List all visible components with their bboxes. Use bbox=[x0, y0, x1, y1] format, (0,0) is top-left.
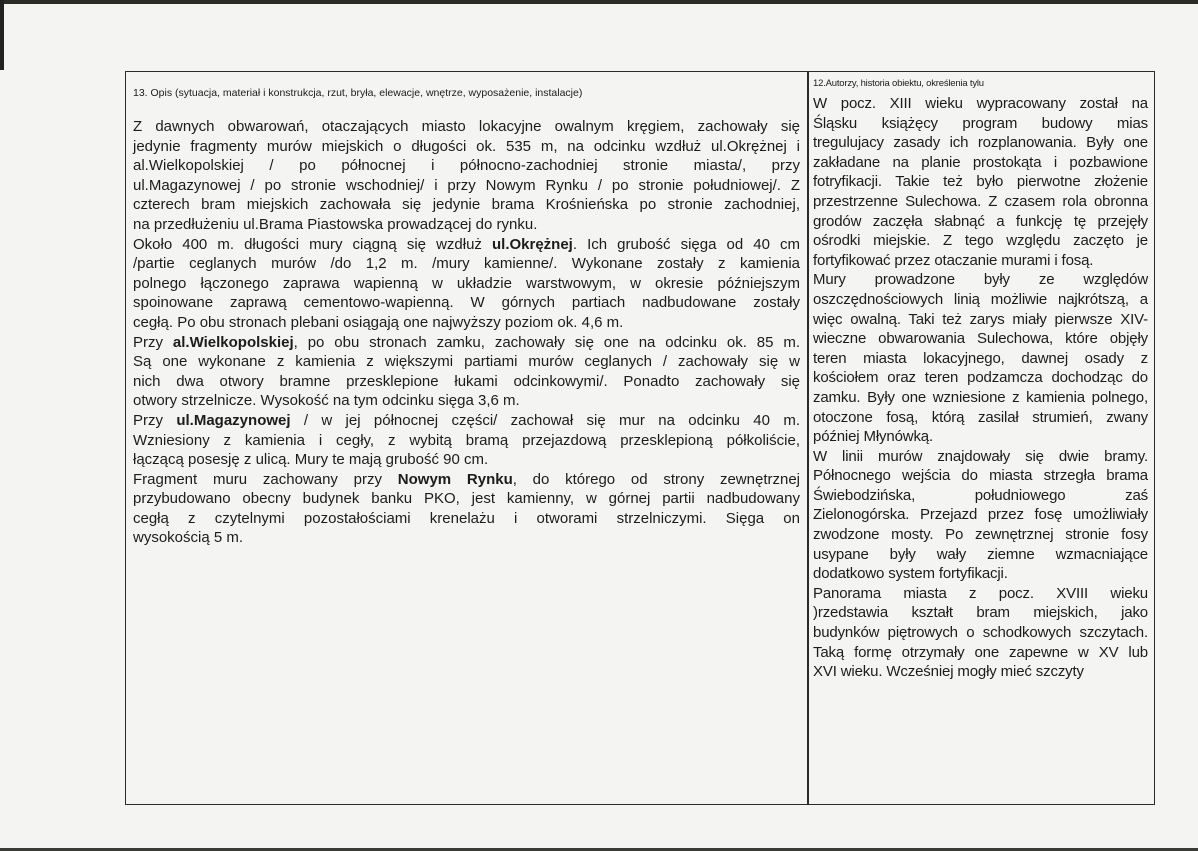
paragraph bbox=[813, 94, 1148, 270]
text-line: wysokością 5 m. bbox=[133, 529, 244, 547]
text-line: jedynie fragmenty murów miejskich o długości ok. 535 m, na odcinku wzdłuż ul.Okrężnej i bbox=[133, 137, 800, 155]
text-line: Z dawnych obwarowań, otaczających miasto lokacyjne owalnym kręgiem, zachowały się bbox=[133, 118, 800, 135]
text-line: usypane były wały ziemne wzmacniające bbox=[813, 545, 1148, 563]
description-text bbox=[133, 117, 800, 548]
text-segment: Fragment muru zachowany przy bbox=[133, 470, 398, 488]
text-line bbox=[133, 235, 800, 255]
text-line: Mury prowadzone były ze względów bbox=[813, 271, 1148, 289]
text-line: kościołem oraz teren podzamcza dochodząc do bbox=[813, 369, 1148, 387]
column-divider bbox=[807, 71, 809, 805]
text-line: Są one wykonane z kamienia z większymi partiami murów ceglanych / zachowały się w bbox=[133, 353, 800, 371]
text-line: otwory strzelnicze. Wysokość na tym odcinku sięga 3,6 m. bbox=[133, 392, 520, 410]
text-line: teren miasta lokacyjnego, dawnej osady z bbox=[813, 349, 1148, 367]
text-line: Zielonogórska. Przejazd przez fosę umożliwiały bbox=[813, 506, 1148, 524]
text-line: więc owalną. Taki też zarys miały pierwsze XIV- bbox=[813, 310, 1148, 328]
text-line: tregulujacy zasady ich rozplanowania. Były one bbox=[813, 134, 1148, 152]
text-line: al.Wielkopolskiej / po północnej i północno-zachodniej stronie miasta/, przy bbox=[133, 157, 800, 175]
text-line: fotryfikacji. Takie też było pierwotne złożenie bbox=[813, 173, 1148, 191]
text-line: zakładane na planie prostokąta i pozbawione bbox=[813, 153, 1148, 171]
text-line: nich dwa otwory bramne przesklepione łukami odcinkowymi/. Ponadto zachowały się bbox=[133, 372, 800, 390]
text-line: W linii murów znajdowały się dwie bramy. bbox=[813, 447, 1148, 465]
paragraph bbox=[133, 333, 800, 411]
text-line: W pocz. XIII wieku wypracowany został na bbox=[813, 95, 1148, 112]
text-line: później Młynówką. bbox=[813, 428, 934, 446]
paragraph bbox=[133, 411, 800, 470]
text-line: zamku. Były one wzniesione z kamienia polnego, bbox=[813, 388, 1148, 406]
paragraph bbox=[813, 584, 1148, 682]
text-segment: Przy bbox=[133, 333, 173, 351]
text-line: Świebodzińska, południowego zaś bbox=[813, 486, 1148, 504]
paragraph bbox=[813, 270, 1148, 446]
text-line: otoczone fosą, którą zasilał strumień, zwany bbox=[813, 408, 1148, 426]
text-line bbox=[133, 470, 800, 490]
paragraph bbox=[133, 117, 800, 235]
text-line: Taką formę otrzymały one zapewne w XV lub bbox=[813, 643, 1148, 661]
text-line: zwodzone mosty. Po zewnętrznej stronie fosy bbox=[813, 526, 1148, 544]
text-line: Wzniesiony z kamienia i cegły, z wybitą bramą przejazdową przesklepioną półkoliście, bbox=[133, 431, 800, 449]
section-12-header: 12.Autorzy, historia obiektu, określenia tylu bbox=[813, 78, 984, 89]
paragraph bbox=[133, 470, 800, 548]
text-segment: Przy bbox=[133, 411, 177, 429]
text-line: czterech bram miejskich zachowała się jedynie brama Krośnieńska po stronie zachodniej, bbox=[133, 196, 800, 214]
text-line: wieczne obwarowania Sulechowa, które objęły bbox=[813, 330, 1148, 348]
text-segment: . Ich grubość sięga od 40 cm bbox=[572, 235, 800, 253]
text-line: XVI wieku. Wcześniej mogły mieć szczyty bbox=[813, 663, 1084, 681]
scan-edge-left bbox=[0, 0, 4, 70]
text-line: Panorama miasta z pocz. XVIII wieku bbox=[813, 584, 1148, 602]
scan-edge-top bbox=[0, 0, 1198, 4]
history-text bbox=[813, 94, 1148, 682]
text-line: przybudowano obecny budynek banku PKO, jest kamienny, w górnej partii nadbudowany bbox=[133, 490, 800, 508]
text-segment: , do którego od strony zewnętrznej bbox=[512, 470, 801, 488]
bold-street-name: Nowym Rynku bbox=[397, 470, 513, 488]
text-line: cegłą z czytelnymi pozostałościami krenelażu i otworami strzelniczymi. Sięga on bbox=[133, 509, 800, 527]
text-line: spoinowane zaprawą cementowo-wapienną. W górnych partiach nadbudowane zostały bbox=[133, 294, 800, 312]
paragraph bbox=[813, 447, 1148, 584]
bold-street-name: ul.Magazynowej bbox=[176, 411, 291, 429]
text-line: Północnego wejścia do miasta strzegła brama bbox=[813, 467, 1148, 485]
text-line: ul.Magazynowej / po stronie wschodniej/ i przy Nowym Rynku / po stronie południowej/. Z bbox=[133, 176, 800, 194]
text-line: na przedłużeniu ul.Brama Piastowska prowadzącej do rynku. bbox=[133, 215, 538, 233]
text-line: łączącą posesję z ulicą. Mury te mają grubość 90 cm. bbox=[133, 451, 489, 469]
text-line: cegłą. Po obu stronach plebani osiągają one najwyższy poziom ok. 4,6 m. bbox=[133, 313, 624, 331]
text-line bbox=[133, 411, 800, 431]
text-line: polnego łączonego zaprawa wapienną w układzie warstwowym, w okresie późniejszym bbox=[133, 274, 800, 292]
text-line: dodatkowo system fortyfikacji. bbox=[813, 565, 1008, 583]
text-line: budynków piętrowych o schodkowych szczytach. bbox=[813, 624, 1148, 642]
bold-street-name: al.Wielkopolskiej bbox=[172, 333, 294, 351]
text-line: ośrodki miejskie. Z tego względu zaczęto je bbox=[813, 232, 1148, 250]
text-line: przestrzenne Sulechowa. Z czasem rola obronna bbox=[813, 192, 1148, 210]
text-line: /partie ceglanych murów /do 1,2 m. /mury kamienne/. Wykonane zostały z kamienia bbox=[133, 255, 800, 273]
paragraph bbox=[133, 235, 800, 333]
text-line: grodów zaczęła słabnąć a funkcję tę przejęły bbox=[813, 212, 1148, 230]
text-line: )rzedstawia kształt bram miejskich, jako bbox=[813, 604, 1148, 622]
text-line: fortyfikować przez otaczanie murami i fosą. bbox=[813, 251, 1094, 269]
text-segment: / w jej północnej części/ zachował się mur na odcinku 40 m. bbox=[290, 411, 800, 429]
text-segment: , po obu stronach zamku, zachowały się one na odcinku ok. 85 m. bbox=[293, 333, 800, 351]
text-segment: Około 400 m. długości mury ciągną się wzdłuż bbox=[133, 235, 492, 253]
text-line: oszczędnościowych linią możliwie najkrótszą, a bbox=[813, 290, 1148, 308]
bold-street-name: ul.Okrężnej bbox=[491, 235, 573, 253]
text-line bbox=[133, 333, 800, 353]
text-line: Śląsku książęcy program budowy mias bbox=[813, 114, 1148, 132]
section-13-header: 13. Opis (sytuacja, materiał i konstrukcja, rzut, bryła, elewacje, wnętrze, wyposażenie, instalacje) bbox=[133, 87, 583, 99]
